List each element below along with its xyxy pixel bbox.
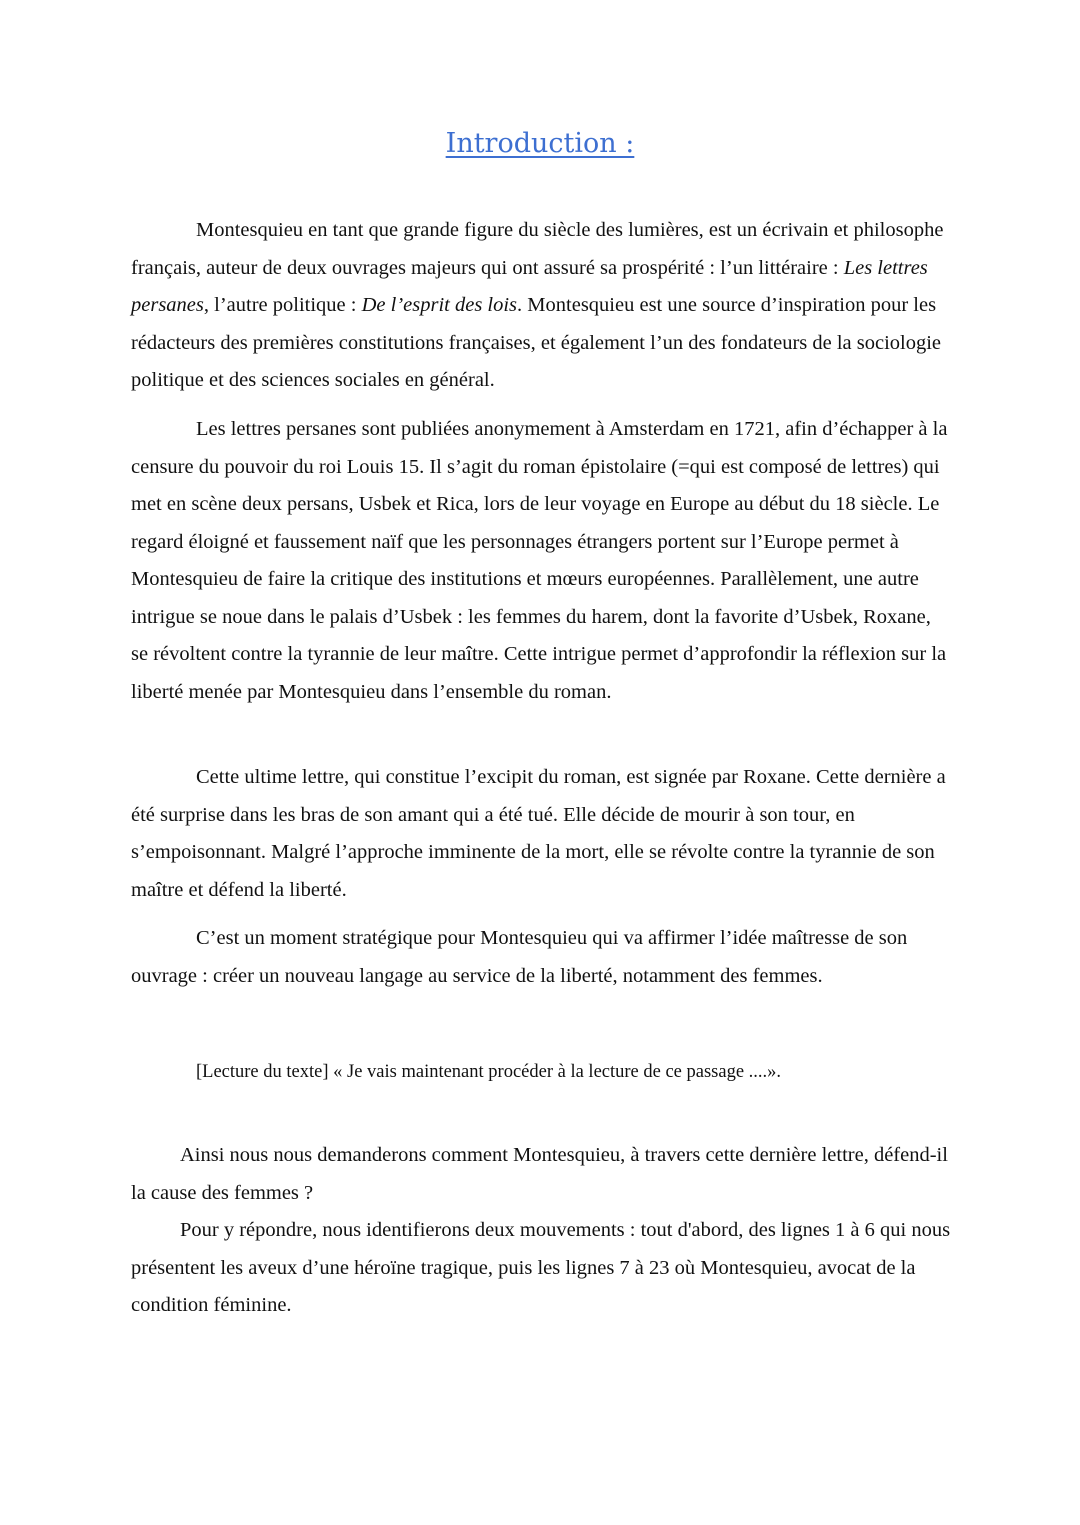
paragraph-stakes xyxy=(131,920,951,995)
paragraph-text: Cette ultime lettre, qui constitue l’excipit du roman, est signée par Roxane. Cette dernière a été surprise dans les bras de son amant qui a été tué. Elle décide de mourir à son tour, en s’empoisonnant. Malgré l’approche imminente de la mort, elle se révolte contre la tyrannie de son maître et défend la liberté. xyxy=(131,766,946,901)
reading-note: [Lecture du texte] « Je vais maintenant procéder à la lecture de ce passage ....». xyxy=(196,1062,782,1082)
paragraph-problematic xyxy=(131,1137,951,1212)
page-title: Introduction : xyxy=(445,128,635,159)
paragraph-text: Les lettres persanes sont publiées anonymement à Amsterdam en 1721, afin d’échapper à la censure du pouvoir du roi Louis 15. Il s’agit du roman épistolaire (=qui est composé de lettres) qui met en scène deux persans, Usbek et Rica, lors de leur voyage en Europe au début du 18 siècle. Le regard éloigné et faussement naïf que les personnages étrangers portent sur l’Europe permet à Montesquieu de faire la critique des institutions et mœurs européennes. Parallèlement, une autre intrigue se noue dans le palais d’Usbek : les femmes du harem, dont la favorite d’Usbek, Roxane, se révoltent contre la tyrannie de leur maître. Cette intrigue permet d’approfondir la réflexion sur la liberté menée par Montesquieu dans l’ensemble du roman. xyxy=(131,418,948,703)
paragraph-letter-summary xyxy=(131,759,951,909)
paragraph-context xyxy=(131,411,951,711)
paragraph-text: Montesquieu en tant que grande figure du siècle des lumières, est un écrivain et philosophe français, auteur de deux ouvrages majeurs qui ont assuré sa prospérité : l’un littéraire : xyxy=(131,219,944,279)
book-title-esprit-des-lois: De l’esprit des lois xyxy=(361,294,518,316)
book-title-lettres-persanes: Les lettres persanes xyxy=(131,256,928,316)
paragraph-text: Pour y répondre, nous identifierons deux mouvements : tout d'abord, des lignes 1 à 6 qui nous présentent les aveux d’une héroïne tragique, puis les lignes 7 à 23 où Montesquieu, avocat de la condition féminine. xyxy=(131,1219,951,1316)
paragraph-text: , l’autre politique : xyxy=(203,294,362,316)
paragraph-plan xyxy=(131,1212,951,1325)
paragraph-text: C’est un moment stratégique pour Montesquieu qui va affirmer l’idée maîtresse de son ouvrage : créer un nouveau langage au service de la liberté, notamment des femmes. xyxy=(131,927,908,987)
paragraph-text: Ainsi nous nous demanderons comment Montesquieu, à travers cette dernière lettre, défend-il la cause des femmes ? xyxy=(131,1144,948,1204)
paragraph-text: . Montesquieu est une source d’inspiration pour les rédacteurs des premières constitutions françaises, et également l’un des fondateurs de la sociologie politique et des sciences sociales en général. xyxy=(131,294,942,391)
paragraph-intro-author xyxy=(131,212,951,400)
